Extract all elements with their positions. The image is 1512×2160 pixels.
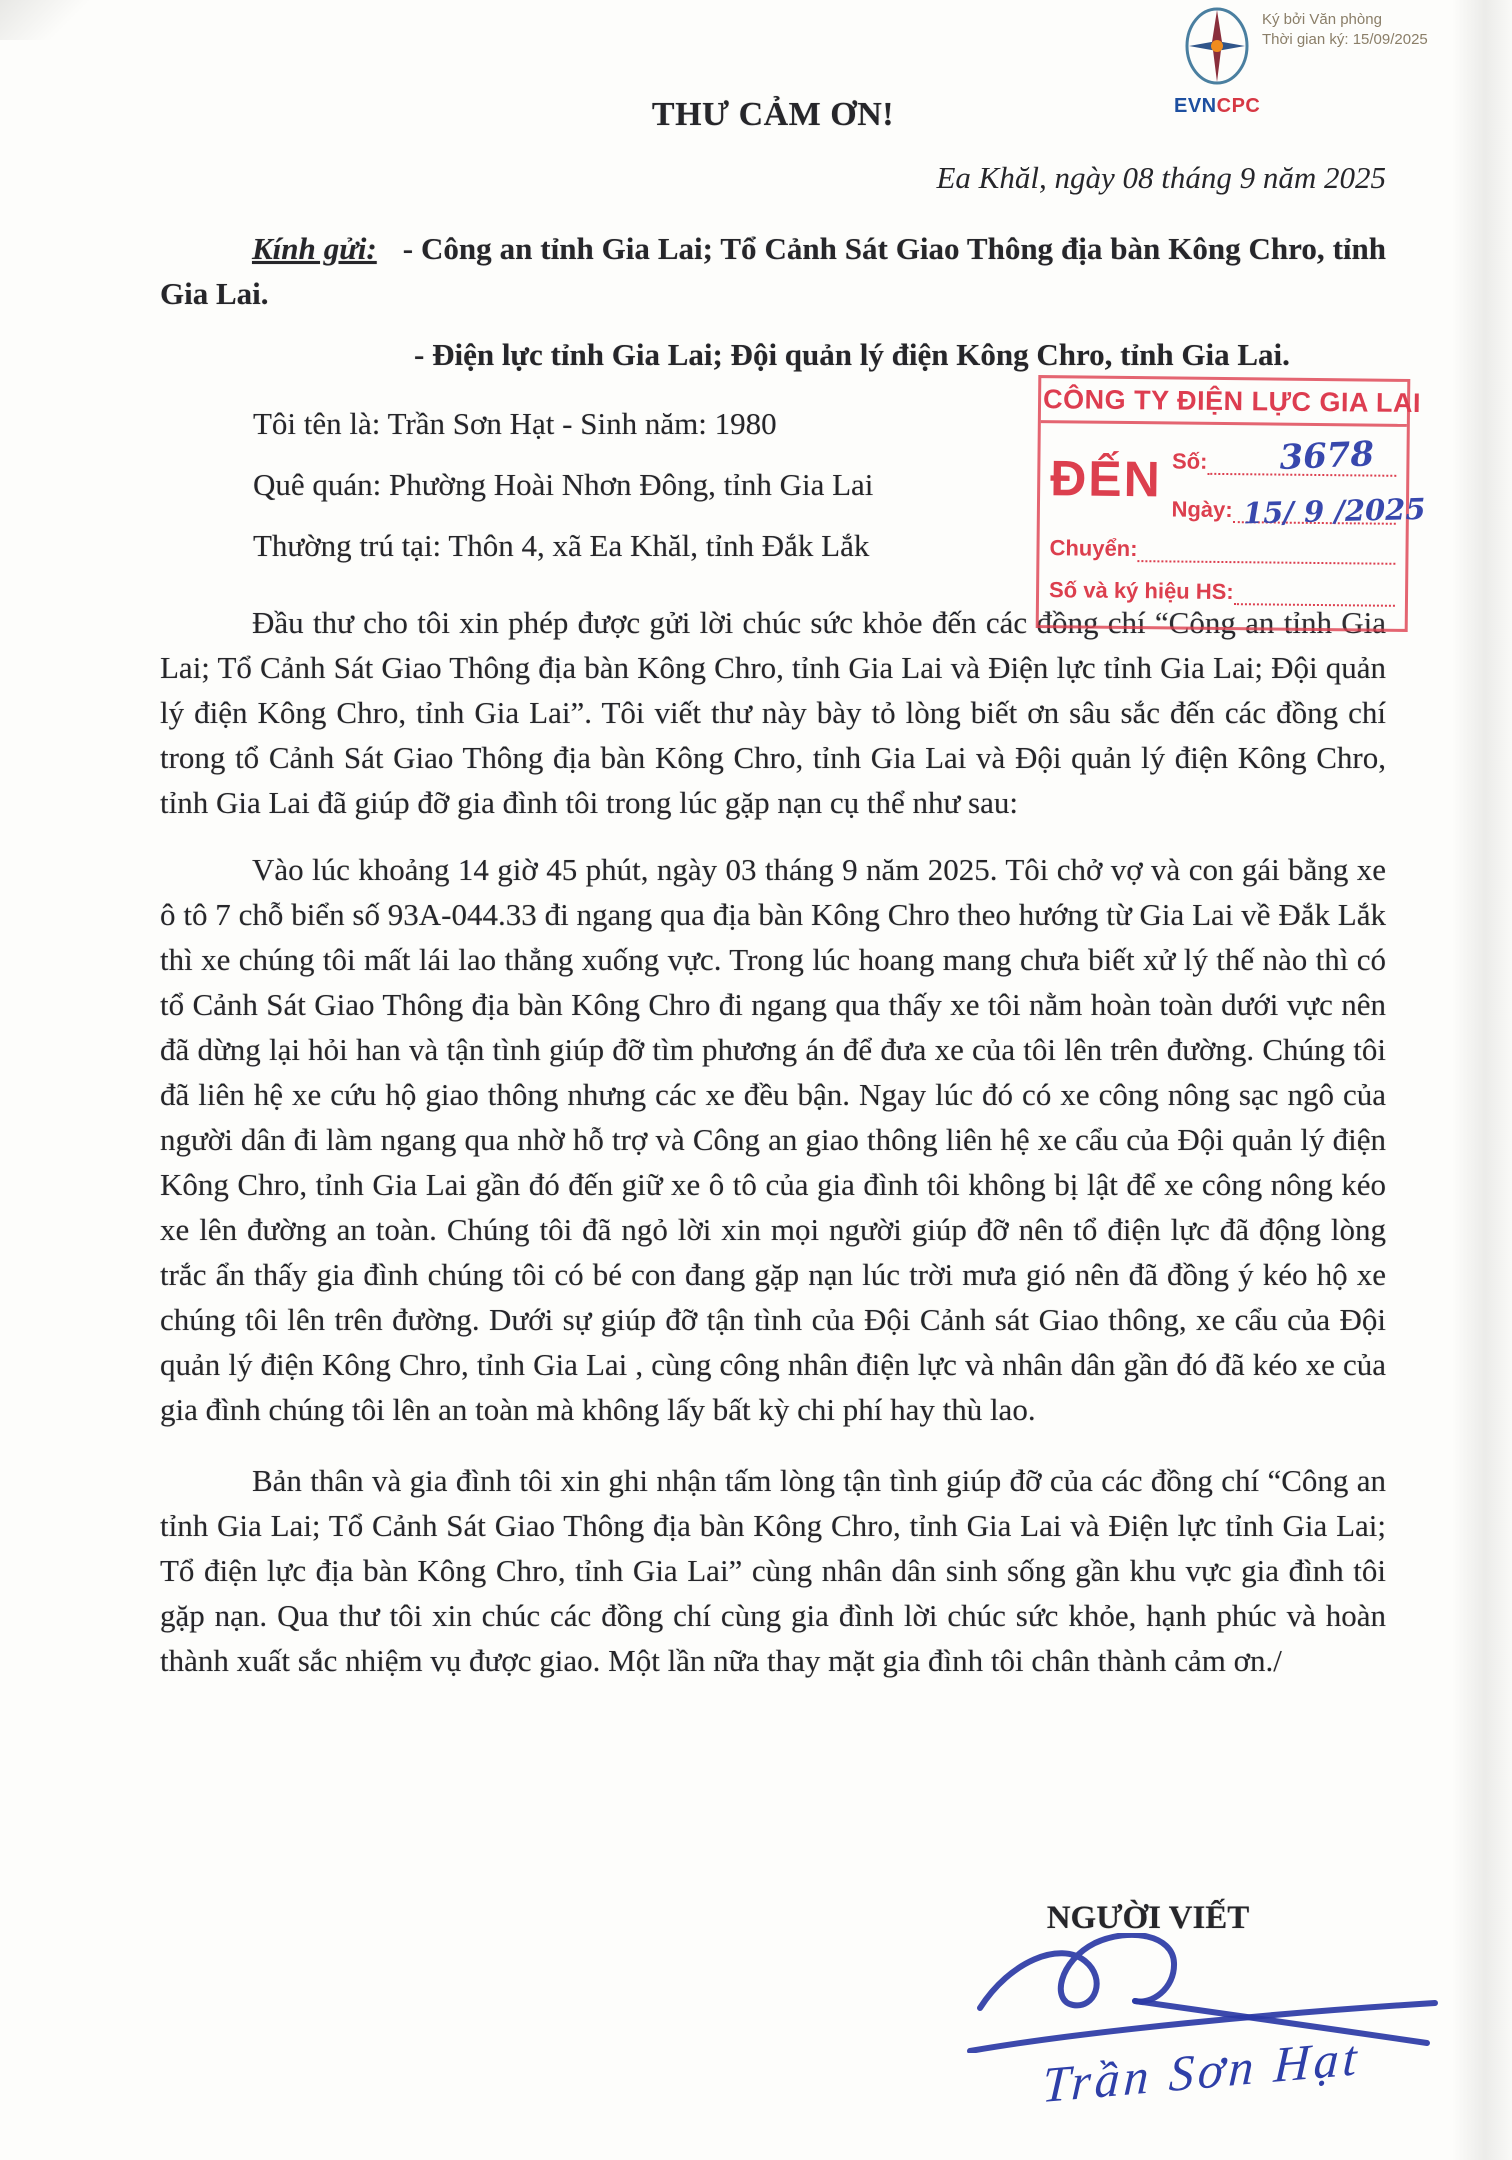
stamp-body: [1040, 423, 1426, 531]
evn-text: EVN: [1174, 95, 1217, 117]
paragraph-1: Đầu thư cho tôi xin phép được gửi lời chúc sức khỏe đến các đồng chí “Công an tỉnh Gia Lai; Tổ Cảnh Sát Giao Thông địa bàn Kông Chro, tỉnh Gia Lai và Điện lực tỉnh Gia Lai; Đội quản lý điện Kông Chro, tỉnh Gia Lai”. Tôi viết thư này bày tỏ lòng biết ơn sâu sắc đến các đồng chí trong tổ Cảnh Sát Giao Thông địa bàn Kông Chro, tỉnh Gia Lai và Đội quản lý điện Kông Chro, tỉnh Gia Lai đã giúp đỡ gia đình tôi trong lúc gặp nạn cụ thể như sau:: [160, 605, 1386, 820]
paragraph-2: Vào lúc khoảng 14 giờ 45 phút, ngày 03 tháng 9 năm 2025. Tôi chở vợ và con gái bằng xe ô tô 7 chỗ biển số 93A-044.33 đi ngang qua địa bàn Kông Chro theo hướng từ Gia Lai về Đắk Lắk thì xe chúng tôi mất lái lao thẳng xuống vực. Trong lúc hoang mang chưa biết xử lý thế nào thì có tổ Cảnh Sát Giao Thông địa bàn Kông Chro đi ngang qua thấy xe tôi nằm hoàn toàn dưới vực nên đã dừng lại hỏi han và tận tình giúp đỡ tìm phương án để đưa xe của tôi lên trên đường. Chúng tôi đã liên hệ xe cứu hộ giao thông nhưng các xe đều bận. Ngay lúc đó có xe công nông sạc ngô của người dân đi làm ngang qua nhờ hỗ trợ và Công an giao thông liên hệ xe cẩu của Đội quản lý điện Kông Chro, tỉnh Gia Lai gần đó đến giữ xe ô tô của gia đình tôi không bị lật để xe công nông kéo xe lên đường an toàn. Chúng tôi đã ngỏ lời xin mọi người giúp đỡ nên tổ điện lực đã động lòng trắc ẩn thấy gia đình chúng tôi có bé con đang gặp nạn lúc trời mưa gió nên đã đồng ý kéo hộ xe chúng tôi lên trên đường. Dưới sự giúp đỡ tận tình của Đội Cảnh sát Giao thông, xe cẩu của Đội quản lý điện Kông Chro, tỉnh Gia Lai , cùng công nhân điện lực và nhân dân gần đó đã kéo xe của gia đình chúng tôi lên an toàn mà không lấy bất kỳ chi phí hay thù lao.: [160, 852, 1386, 1427]
handwritten-signature: [955, 1933, 1455, 2053]
stamp-date-row: [1171, 474, 1426, 531]
salutation-line: [160, 226, 1386, 316]
dateline: Ea Khăl, ngày 08 tháng 9 năm 2025: [936, 160, 1386, 195]
stamp-date-dots: [1232, 473, 1426, 531]
scan-edge-shadow: [1452, 0, 1512, 2160]
stamp-date-label: Ngày:: [1171, 496, 1233, 523]
paragraph-3: Bản thân và gia đình tôi xin ghi nhận tấm lòng tận tình giúp đỡ của các đồng chí “Công an tỉnh Gia Lai; Tổ Cảnh Sát Giao Thông địa bàn Kông Chro, tỉnh Gia Lai và Điện lực tỉnh Gia Lai; Tổ điện lực địa bàn Kông Chro, tỉnh Gia Lai” cùng nhân dân sinh sống gần khu vực gia đình tôi gặp nạn. Qua thư tôi xin chúc các đồng chí cùng gia đình lời chúc sức khỏe, hạnh phúc và hoàn thành xuất sắc nhiệm vụ được giao. Một lần nữa thay mặt gia đình tôi chân thành cảm ơn./: [160, 1463, 1386, 1678]
stamp-den-label: ĐẾN: [1049, 450, 1163, 508]
recipient-2: - Điện lực tỉnh Gia Lai; Đội quản lý điện Kông Chro, tỉnh Gia Lai.: [414, 337, 1290, 372]
stamp-number-label: Số:: [1171, 448, 1208, 474]
letter-body: [160, 0, 1386, 1683]
signature-heading: NGƯỜI VIẾT: [1046, 1900, 1250, 1936]
stamp-file-number-row: [1039, 561, 1405, 607]
info-name: Tôi tên là: Trần Sơn Hạt - Sinh năm: 1980: [253, 406, 777, 441]
incoming-mail-stamp: [1036, 375, 1426, 632]
letter-title: THƯ CẢM ƠN!: [651, 96, 895, 133]
signed-by-text: Ký bởi Văn phòng: [1262, 11, 1382, 28]
stamp-number-row: [1171, 428, 1397, 479]
stamp-number-handwritten: 3678: [1278, 434, 1375, 479]
salutation-label: Kính gửi:: [252, 231, 377, 266]
cpc-text: CPC: [1216, 95, 1261, 117]
stamp-forward-label: Chuyển:: [1049, 535, 1138, 562]
scan-corner-shadow: [0, 0, 90, 40]
info-hometown: Quê quán: Phường Hoài Nhơn Đông, tỉnh Gia Lai: [253, 467, 874, 502]
info-residence: Thường trú tại: Thôn 4, xã Ea Khăl, tỉnh Đắk Lắk: [253, 528, 870, 563]
sign-time-text: Thời gian ký: 15/09/2025: [1262, 31, 1428, 49]
stamp-company-name: CÔNG TY ĐIỆN LỰC GIA LAI: [1041, 378, 1407, 427]
stamp-forward-row: [1039, 521, 1405, 565]
stamp-file-number-label: Số và ký hiệu HS:: [1048, 577, 1234, 605]
recipient-1: - Công an tỉnh Gia Lai; Tổ Cảnh Sát Giao Thông địa bàn Kông Chro, tỉnh Gia Lai.: [160, 231, 1386, 311]
stamp-number-dots: [1207, 427, 1396, 477]
signature-name-handwritten: Trần Sơn Hạt: [1041, 2028, 1363, 2114]
stamp-date-handwritten: 15/ 9 /2025: [1242, 491, 1426, 531]
